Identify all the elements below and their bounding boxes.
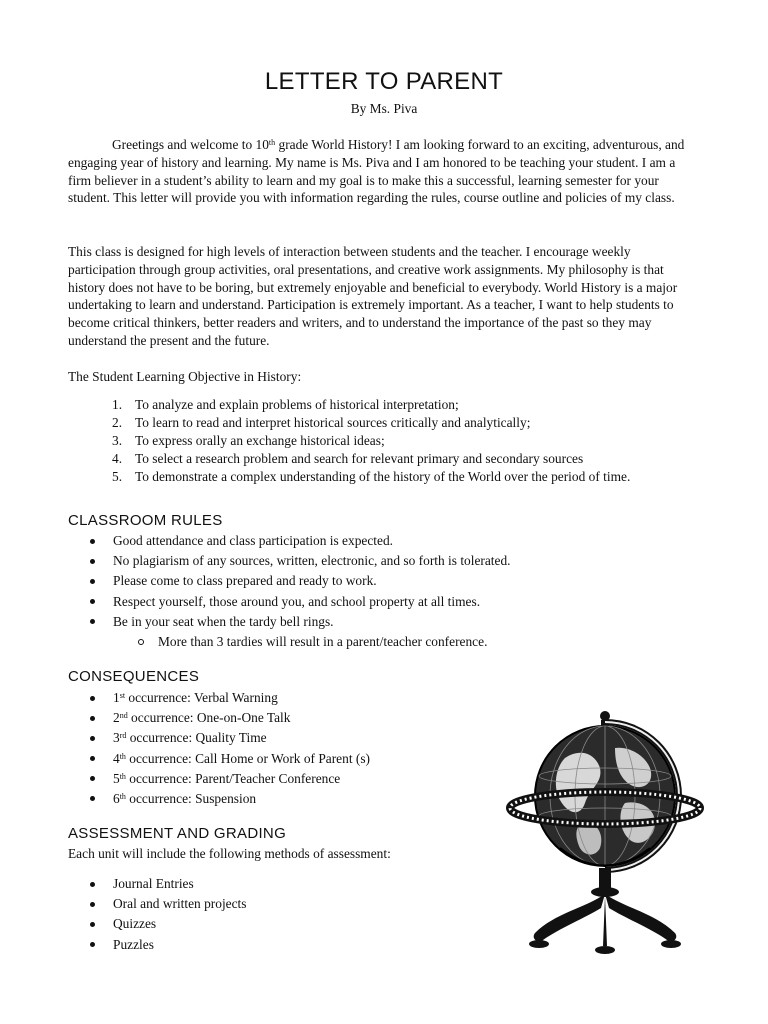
consequence-item: 1st occurrence: Verbal Warning — [68, 688, 708, 708]
objectives-list — [68, 396, 728, 486]
objective-item: 4. To select a research problem and search for relevant primary and secondary sources — [112, 451, 584, 466]
assessment-item: Quizzes — [68, 914, 708, 934]
consequence-item: 4th occurrence: Call Home or Work of Parent (s) — [68, 749, 708, 769]
bullet-icon — [90, 776, 95, 781]
objective-item: 1. To analyze and explain problems of historical interpretation; — [112, 397, 459, 412]
bullet-icon — [90, 716, 95, 721]
objective-item: 3. To express orally an exchange historical ideas; — [112, 433, 385, 448]
rule-item: Please come to class prepared and ready to work. — [68, 571, 708, 591]
consequence-item: 3rd occurrence: Quality Time — [68, 728, 708, 748]
assessment-item: Puzzles — [68, 935, 708, 955]
rule-item: Respect yourself, those around you, and school property at all times. — [68, 592, 708, 612]
objective-item: 5. To demonstrate a complex understanding of the history of the World over the period of time. — [112, 469, 631, 484]
page-title: LETTER TO PARENT — [264, 68, 504, 95]
consequences-heading: CONSEQUENCES — [68, 668, 200, 685]
assessment-intro: Each unit will include the following methods of assessment: — [68, 846, 391, 861]
bullet-icon — [90, 756, 95, 761]
assessment-item: Journal Entries — [68, 874, 708, 894]
consequence-item: 2nd occurrence: One-on-One Talk — [68, 708, 708, 728]
bullet-icon — [90, 942, 95, 947]
bullet-icon — [90, 796, 95, 801]
class-description-paragraph: This class is designed for high levels of interaction between students and the teacher. I encourage weekly participation through group activities, oral presentations, and creative work assignments. My philosophy is that history does not have to be boring, but extremely enjoyable and beneficial to everybody. World History is a major undertaking to learn and understand. Participation is extremely important. As a teacher, I want to help students to become critical thinkers, better readers and writers, and to understand the importance of the past so they may understand the present and the future. — [68, 244, 678, 348]
bullet-icon — [90, 619, 95, 624]
bullet-icon — [90, 579, 95, 584]
objective-item: 2. To learn to read and interpret historical sources critically and analytically; — [112, 415, 531, 430]
bullet-icon — [90, 696, 95, 701]
bullet-icon — [90, 902, 95, 907]
bullet-icon — [90, 736, 95, 741]
assessment-heading: ASSESSMENT AND GRADING — [68, 825, 287, 842]
classroom-rules-list — [68, 531, 708, 652]
consequence-item: 5th occurrence: Parent/Teacher Conference — [68, 769, 708, 789]
byline: By Ms. Piva — [350, 101, 418, 116]
rule-item: Good attendance and class participation is expected. — [68, 531, 708, 551]
bullet-icon — [90, 922, 95, 927]
assessment-item: Oral and written projects — [68, 894, 708, 914]
bullet-icon — [90, 882, 95, 887]
globe-illustration — [505, 708, 705, 958]
sub-bullet-icon — [138, 639, 144, 645]
rule-sub-item: More than 3 tardies will result in a parent/teacher conference. — [68, 632, 708, 652]
bullet-icon — [90, 599, 95, 604]
bullet-icon — [90, 559, 95, 564]
rule-item: No plagiarism of any sources, written, electronic, and so forth is tolerated. — [68, 551, 708, 571]
rule-item: Be in your seat when the tardy bell rings. — [68, 612, 708, 632]
classroom-rules-heading: CLASSROOM RULES — [68, 512, 223, 529]
objectives-intro: The Student Learning Objective in History: — [68, 369, 302, 384]
consequence-item: 6th occurrence: Suspension — [68, 789, 708, 809]
intro-paragraph: Greetings and welcome to 10th grade World History! I am looking forward to an exciting, adventurous, and engaging year of history and learning. My name is Ms. Piva and I am honored to be teaching your student. I am a firm believer in a student’s ability to learn and my goal is to make this a successful, learning semester for your student. This letter will provide you with information regarding the rules, course outline and policies of my class. — [68, 137, 685, 206]
bullet-icon — [90, 539, 95, 544]
